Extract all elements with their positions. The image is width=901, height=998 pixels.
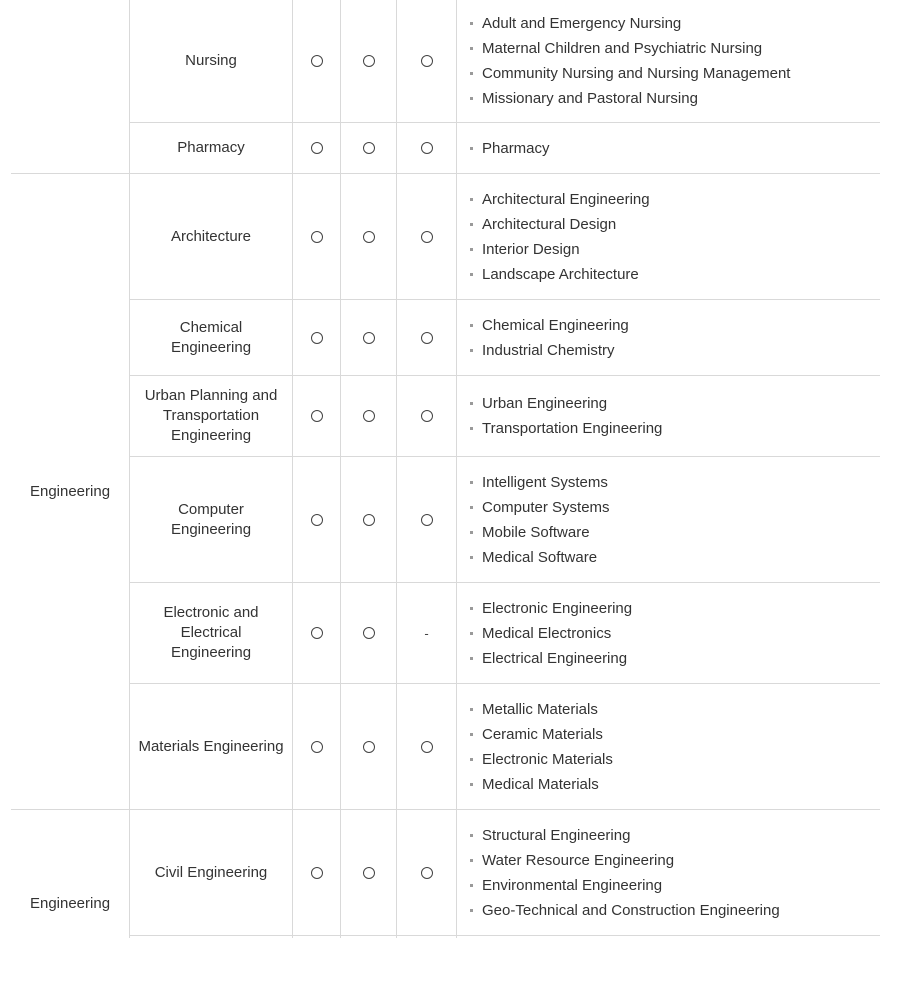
circle-mark: [293, 684, 340, 809]
department-cell: [130, 300, 292, 375]
bullet-icon: [470, 834, 473, 837]
circle-icon: [421, 514, 433, 526]
circle-icon: [421, 741, 433, 753]
major-item: [470, 873, 880, 898]
major-item: [470, 520, 880, 545]
major-item: [470, 391, 880, 416]
bullet-icon: [470, 72, 473, 75]
circle-icon: [421, 332, 433, 344]
bullet-icon: [470, 758, 473, 761]
circle-icon: [363, 514, 375, 526]
major-name: Maternal Children and Psychiatric Nursing: [482, 40, 763, 57]
college-cell: [11, 174, 129, 809]
major-name: Missionary and Pastoral Nursing: [482, 90, 698, 107]
circle-icon: [421, 142, 433, 154]
circle-icon: [421, 410, 433, 422]
department-cell: [130, 457, 292, 582]
major-item: [470, 187, 880, 212]
major-name: Medical Materials: [482, 775, 599, 793]
major-name: Environmental Engineering: [482, 876, 663, 894]
circle-mark: [397, 810, 456, 935]
major-item: [470, 823, 880, 848]
circle-mark: [341, 123, 396, 173]
circle-icon: [311, 142, 323, 154]
major-name: Mobile Software: [482, 523, 590, 541]
major-name: Medical Software: [482, 548, 598, 566]
major-item: [470, 848, 880, 873]
bullet-icon: [470, 198, 473, 201]
circle-mark: [341, 457, 396, 582]
circle-icon: [363, 627, 375, 639]
college-name: Engineering: [29, 482, 111, 500]
major-name: Electronic Engineering: [482, 599, 633, 617]
circle-mark: [341, 684, 396, 809]
majors-list: [470, 583, 880, 683]
department-cell: [130, 376, 292, 456]
circle-mark: [397, 123, 456, 173]
bullet-icon: [470, 97, 473, 100]
major-item: [470, 697, 880, 722]
major-name: Electronic Materials: [482, 750, 613, 768]
dash-icon: -: [424, 625, 429, 641]
major-item: [470, 11, 880, 36]
circle-mark: [341, 376, 396, 456]
major-name: Medical Electronics: [482, 624, 612, 642]
college-name: Engineering: [29, 895, 111, 912]
major-name: Computer Systems: [482, 498, 610, 516]
circle-mark: [397, 457, 456, 582]
major-item: [470, 772, 880, 797]
circle-icon: [311, 867, 323, 879]
circle-icon: [363, 332, 375, 344]
circle-icon: [311, 55, 323, 67]
major-item: [470, 470, 880, 495]
department-cell: [130, 123, 292, 173]
majors-list: [470, 457, 880, 582]
department-name: Materials Engineering: [138, 737, 284, 755]
department-name: Civil Engineering: [154, 863, 268, 881]
circle-icon: [311, 410, 323, 422]
major-name: Architectural Engineering: [482, 190, 650, 208]
department-cell: [130, 583, 292, 683]
circle-icon: [311, 514, 323, 526]
bullet-icon: [470, 324, 473, 327]
circle-icon: [311, 627, 323, 639]
majors-list: [470, 684, 880, 809]
bullet-icon: [470, 531, 473, 534]
bullet-icon: [470, 556, 473, 559]
bullet-icon: [470, 47, 473, 50]
circle-mark: [293, 0, 340, 122]
circle-mark: [293, 123, 340, 173]
department-cell: [130, 0, 292, 122]
majors-list: [470, 376, 880, 456]
majors-list: [470, 123, 880, 173]
department-cell: [130, 174, 292, 299]
college-cell: [11, 810, 129, 998]
major-item: [470, 212, 880, 237]
major-name: Pharmacy: [482, 139, 550, 157]
bullet-icon: [470, 859, 473, 862]
major-item: [470, 747, 880, 772]
bullet-icon: [470, 349, 473, 352]
major-item: [470, 621, 880, 646]
bullet-icon: [470, 147, 473, 150]
bullet-icon: [470, 22, 473, 25]
majors-list: [470, 174, 880, 299]
circle-mark: [397, 300, 456, 375]
major-item: [470, 313, 880, 338]
bullet-icon: [470, 783, 473, 786]
major-item: [470, 495, 880, 520]
major-name: Architectural Design: [482, 215, 617, 233]
major-item: [470, 338, 880, 363]
department-name: Urban Planning and Transportation Engineering: [144, 387, 278, 444]
major-item: [470, 646, 880, 671]
circle-mark: [341, 300, 396, 375]
department-name: Pharmacy: [177, 139, 245, 156]
bullet-icon: [470, 632, 473, 635]
department-cell: [130, 810, 292, 935]
circle-icon: [363, 55, 375, 67]
major-name: Urban Engineering: [482, 395, 608, 412]
bullet-icon: [470, 248, 473, 251]
major-item: [470, 61, 880, 86]
bullet-icon: [470, 607, 473, 610]
major-name: Ceramic Materials: [482, 725, 603, 743]
major-item: [470, 722, 880, 747]
circle-icon: [311, 332, 323, 344]
department-name: Nursing: [185, 52, 237, 69]
circle-mark: [293, 583, 340, 683]
major-name: Interior Design: [482, 240, 580, 258]
major-item: [470, 262, 880, 287]
bullet-icon: [470, 223, 473, 226]
circle-mark: [397, 174, 456, 299]
major-name: Adult and Emergency Nursing: [482, 15, 682, 32]
department-cell: [130, 684, 292, 809]
bullet-icon: [470, 402, 473, 405]
major-name: Metallic Materials: [482, 700, 598, 718]
circle-icon: [363, 142, 375, 154]
bullet-icon: [470, 708, 473, 711]
circle-mark: [293, 810, 340, 935]
bullet-icon: [470, 427, 473, 430]
major-name: Electrical Engineering: [482, 649, 628, 667]
circle-icon: [311, 231, 323, 243]
circle-icon: [363, 741, 375, 753]
major-name: Industrial Chemistry: [482, 341, 615, 359]
circle-mark: [293, 174, 340, 299]
circle-mark: [341, 0, 396, 122]
circle-mark: [341, 174, 396, 299]
major-item: [470, 596, 880, 621]
majors-list: [470, 810, 880, 935]
major-name: Geo-Technical and Construction Engineering: [482, 901, 780, 919]
major-item: [470, 36, 880, 61]
circle-icon: [421, 231, 433, 243]
bullet-icon: [470, 273, 473, 276]
bullet-icon: [470, 884, 473, 887]
circle-mark: [397, 376, 456, 456]
bullet-icon: [470, 657, 473, 660]
majors-list: [470, 10, 880, 112]
major-name: Structural Engineering: [482, 826, 631, 844]
circle-icon: [363, 867, 375, 879]
circle-mark: [341, 583, 396, 683]
major-name: Water Resource Engineering: [482, 851, 675, 869]
circle-icon: [311, 741, 323, 753]
major-name: Landscape Architecture: [482, 265, 639, 283]
department-name: Electronic and Electrical Engineering: [163, 604, 259, 661]
circle-icon: [421, 867, 433, 879]
circle-mark: [293, 457, 340, 582]
major-item: [470, 416, 880, 441]
major-item: [470, 237, 880, 262]
bullet-icon: [470, 733, 473, 736]
circle-mark: [293, 300, 340, 375]
major-name: Transportation Engineering: [482, 420, 663, 437]
dash-mark: [397, 583, 456, 683]
major-name: Community Nursing and Nursing Management: [482, 65, 791, 82]
bullet-icon: [470, 506, 473, 509]
circle-mark: [341, 810, 396, 935]
department-name: Computer Engineering: [170, 500, 252, 538]
circle-mark: [293, 376, 340, 456]
major-item: [470, 898, 880, 923]
circle-mark: [397, 0, 456, 122]
circle-icon: [363, 231, 375, 243]
circle-icon: [363, 410, 375, 422]
department-name: Chemical Engineering: [170, 318, 252, 356]
major-item: [470, 545, 880, 570]
major-name: Chemical Engineering: [482, 316, 629, 334]
circle-icon: [421, 55, 433, 67]
major-item: [470, 136, 880, 161]
major-name: Intelligent Systems: [482, 473, 608, 491]
major-item: [470, 86, 880, 111]
circle-mark: [397, 684, 456, 809]
bullet-icon: [470, 481, 473, 484]
bullet-icon: [470, 909, 473, 912]
majors-list: [470, 300, 880, 375]
department-name: Architecture: [170, 227, 252, 245]
